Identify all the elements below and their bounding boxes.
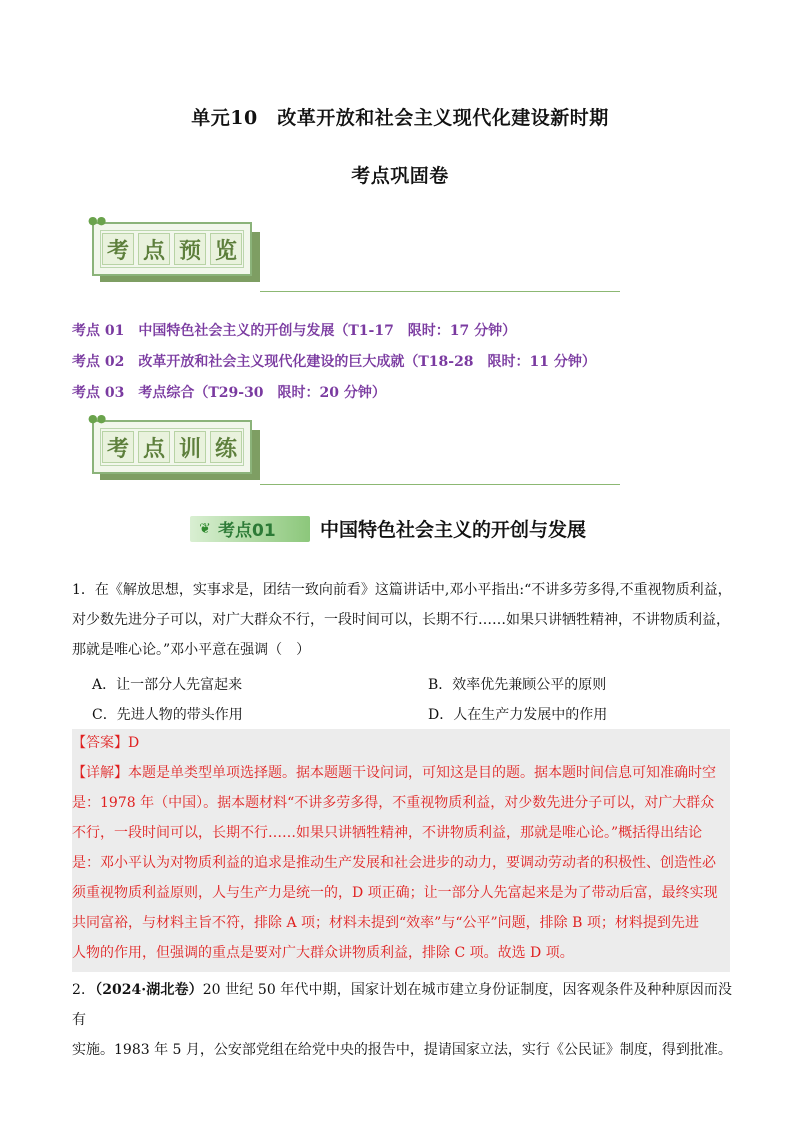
divider (260, 484, 620, 485)
banner-char: 点 (138, 233, 170, 265)
question-source: （2024·湖北卷） (95, 982, 203, 998)
page-title: 单元10 改革开放和社会主义现代化建设新时期 (191, 107, 609, 129)
text-line: 1．在《解放思想，实事求是，团结一致向前看》这篇讲话中,邓小平指出:“不讲多劳多得,不重视物质利益， (72, 582, 732, 598)
answer-section (72, 728, 732, 968)
kaodian-item: 考点 02 改革开放和社会主义现代化建设的巨大成就（T18-28 限时：11 分钟） (72, 354, 596, 370)
detail-line: 是：邓小平认为对物质利益的追求是推动生产发展和社会进步的动力，要调动劳动者的积极性、创造性必 (72, 855, 716, 871)
detail-line: 人物的作用，但强调的重点是要对广大群众讲物质利益，排除 C 项。故选 D 项。 (72, 945, 574, 961)
question-1-stem (72, 575, 732, 665)
text-line (72, 975, 732, 1035)
detail-line: 【详解】本题是单类型单项选择题。据本题题干设问词，可知这是目的题。据本题时间信息可知准确时空 (72, 765, 716, 781)
section-badge (190, 516, 310, 542)
kaodian-item: 考点 01 中国特色社会主义的开创与发展（T1-17 限时：17 分钟） (72, 323, 517, 339)
divider (260, 291, 620, 292)
leaf-dots-icon: ●● (88, 412, 106, 425)
detail-line: 须重视物质利益原则，人与生产力是统一的，D 项正确；让一部分人先富起来是为了带动后富，最终实现 (72, 885, 718, 901)
section-badge-label: 考点01 (218, 521, 276, 541)
page-subtitle: 考点巩固卷 (351, 165, 449, 187)
banner-char: 点 (138, 431, 170, 463)
text-line: 实施。1983 年 5 月，公安部党组在给党中央的报告中，提请国家立法，实行《公民证》制度，得到批准。 (72, 1042, 732, 1058)
question-2-stem (72, 975, 732, 1065)
option-a: A．让一部分人先富起来 (92, 677, 243, 693)
detail-line: 共同富裕，与材料主旨不符，排除 A 项；材料未提到“效率”与“公平”问题，排除 B 项；材料提到先进 (72, 915, 699, 931)
option-b: B．效率优先兼顾公平的原则 (428, 677, 607, 693)
text-line: 对少数先进分子可以，对广大群众不行，一段时间可以，长期不行……如果只讲牺牲精神，不讲物质利益， (72, 612, 730, 628)
banner-char: 览 (210, 233, 242, 265)
answer-line: 【答案】D (72, 735, 140, 751)
leaf-dots-icon: ●● (88, 214, 106, 227)
detail-line: 是：1978 年（中国）。据本题材料“不讲多劳多得，不重视物质利益，对少数先进分子可以，对广大群众 (72, 795, 715, 811)
option-d: D．人在生产力发展中的作用 (428, 707, 608, 723)
banner-char: 考 (102, 233, 134, 265)
section-heading (190, 515, 586, 542)
banner-preview (88, 214, 258, 280)
question-number: 2． (72, 982, 96, 998)
banner-training (88, 412, 258, 478)
text-span: 20 世纪 50 年代中期，国家计划在城市建立身份证制度，因客观条件及种种原因而没有 (72, 982, 732, 1028)
kaodian-item: 考点 03 考点综合（T29-30 限时：20 分钟） (72, 385, 386, 401)
section-title: 中国特色社会主义的开创与发展 (320, 519, 587, 541)
text-line: 那就是唯心论。”邓小平意在强调（ ） (72, 642, 311, 658)
banner-char: 练 (210, 431, 242, 463)
banner-char: 训 (174, 431, 206, 463)
banner-char: 考 (102, 431, 134, 463)
leaf-icon: ❦ (199, 520, 211, 537)
option-c: C．先进人物的带头作用 (92, 707, 243, 723)
banner-char: 预 (174, 233, 206, 265)
detail-line: 不行，一段时间可以，长期不行……如果只讲牺牲精神，不讲物质利益，那就是唯心论。”概括得出结论 (72, 825, 703, 841)
